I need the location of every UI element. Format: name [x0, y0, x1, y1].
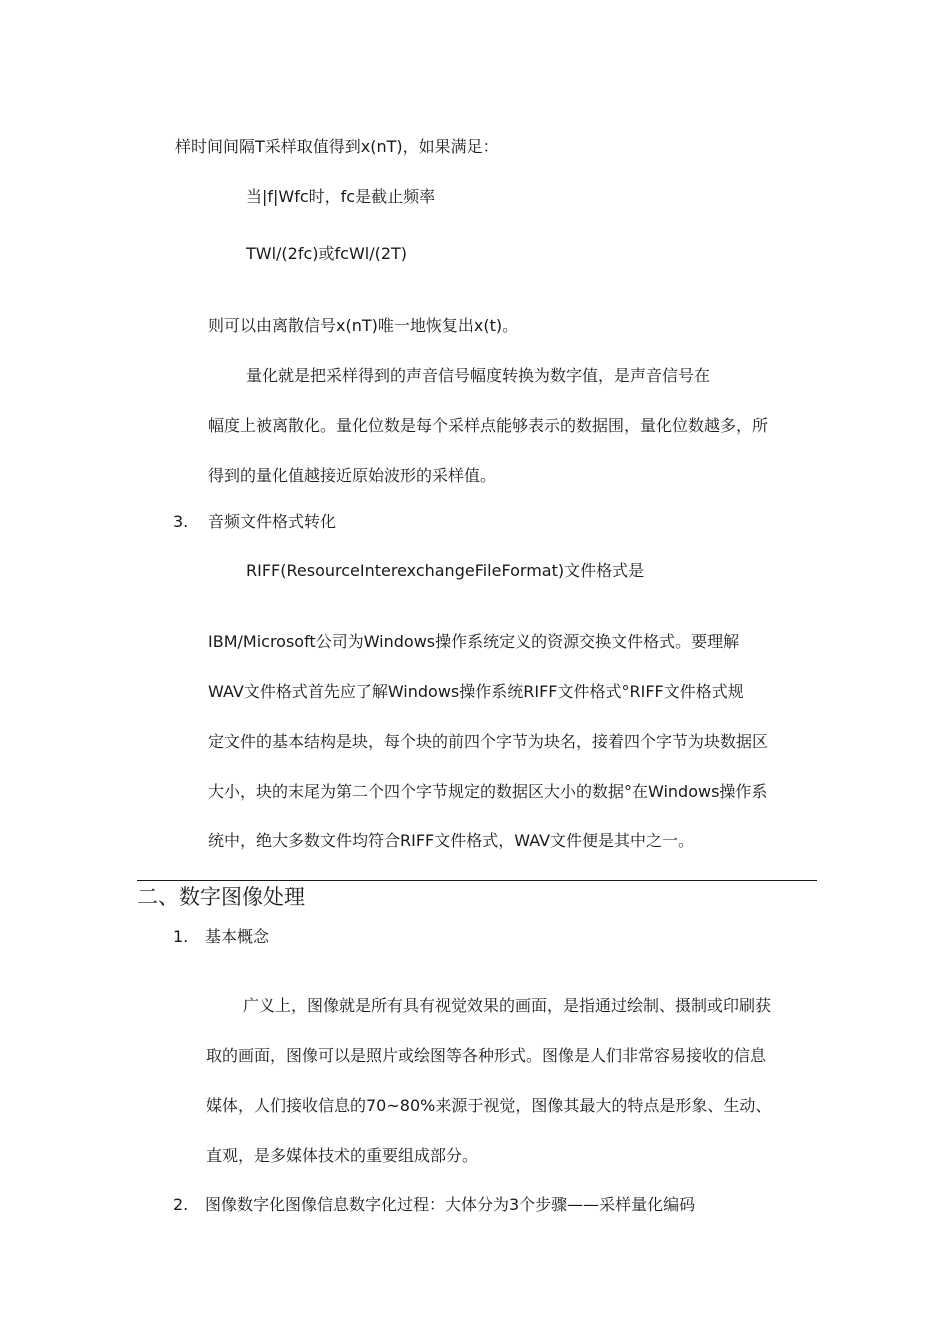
- paragraph-line: 大小，块的末尾为第二个四个字节规定的数据区大小的数据°在Windows操作系: [208, 782, 768, 801]
- paragraph-line: RIFF(ResourceInterexchangeFileFormat)文件格式是: [246, 561, 645, 580]
- paragraph-line: 媒体，人们接收信息的70~80%来源于视觉，图像其最大的特点是形象、生动、: [206, 1096, 772, 1115]
- paragraph-line: 广义上，图像就是所有具有视觉效果的画面，是指通过绘制、摄制或印刷获: [243, 996, 772, 1015]
- paragraph-line: WAV文件格式首先应了解Windows操作系统RIFF文件格式°RIFF文件格式规: [208, 682, 744, 701]
- paragraph-line: 量化就是把采样得到的声音信号幅度转换为数字值，是声音信号在: [246, 366, 711, 385]
- paragraph-line: IBM/Microsoft公司为Windows操作系统定义的资源交换文件格式。要理解: [208, 632, 740, 651]
- list-item-text: 基本概念: [205, 927, 270, 946]
- paragraph-line: 样时间间隔T采样取值得到x(nT)，如果满足：: [175, 137, 499, 156]
- list-item-number: 3.: [173, 512, 189, 531]
- paragraph-line: 取的画面，图像可以是照片或绘图等各种形式。图像是人们非常容易接收的信息: [206, 1046, 767, 1065]
- paragraph-line: 则可以由离散信号x(nT)唯一地恢复出x(t)。: [208, 316, 519, 335]
- list-item-number: 2.: [173, 1195, 189, 1214]
- list-item-number: 1.: [173, 927, 189, 946]
- section-divider: [137, 880, 817, 881]
- list-item-text: 音频文件格式转化: [208, 512, 337, 531]
- paragraph-line: 统中，绝大多数文件均符合RIFF文件格式，WAV文件便是其中之一。: [208, 831, 695, 850]
- formula-line: 当|f|Wfc时，fc是截止频率: [246, 187, 436, 206]
- formula-line: TWl/(2fc)或fcWl/(2T): [246, 244, 408, 263]
- paragraph-line: 得到的量化值越接近原始波形的采样值。: [208, 466, 497, 485]
- section-heading: 二、数字图像处理: [137, 885, 305, 909]
- paragraph-line: 定文件的基本结构是块，每个块的前四个字节为块名，接着四个字节为块数据区: [208, 732, 769, 751]
- paragraph-line: 幅度上被离散化。量化位数是每个采样点能够表示的数据围，量化位数越多，所: [208, 416, 769, 435]
- paragraph-line: 直观，是多媒体技术的重要组成部分。: [206, 1146, 479, 1165]
- list-item-text: 图像数字化图像信息数字化过程：大体分为3个步骤——采样量化编码: [205, 1195, 696, 1214]
